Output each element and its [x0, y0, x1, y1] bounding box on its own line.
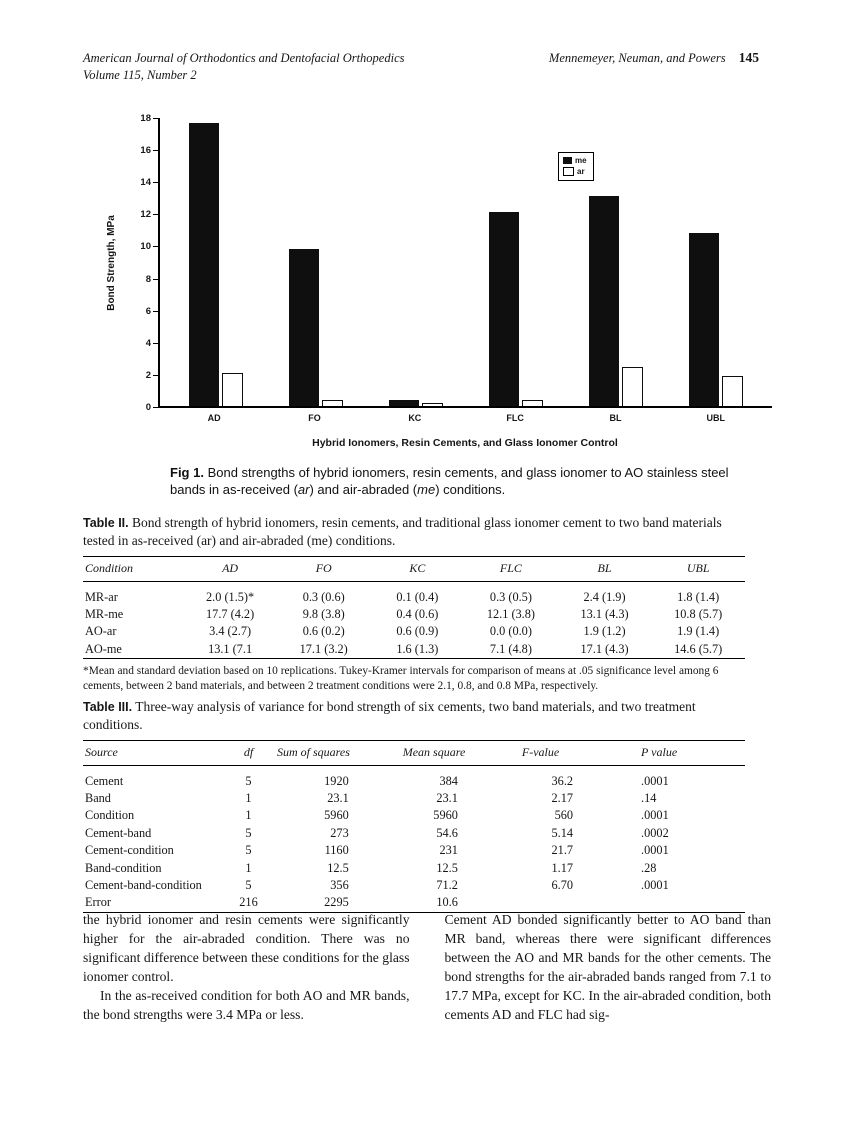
- table-3-title-text: Three-way analysis of variance for bond strength of six cements, two band materials, and two treatment conditions.: [83, 699, 696, 732]
- column-header: BL: [597, 560, 612, 575]
- caption-text-2: ) and air-abraded (: [309, 482, 418, 498]
- page-header: [83, 50, 759, 83]
- x-tick-label: FO: [308, 413, 321, 423]
- column-header: df: [243, 744, 254, 759]
- y-tick-label: [140, 145, 158, 155]
- table-row: [83, 606, 745, 623]
- table-cell: MR-me: [85, 607, 124, 622]
- table-cell: MR-ar: [85, 589, 118, 604]
- legend-swatch-ar: [563, 167, 574, 176]
- table-3-title: [83, 698, 745, 733]
- table-cell: 5: [245, 773, 252, 788]
- table-3-label: Table III.: [83, 700, 133, 714]
- table-cell: 560: [554, 808, 574, 823]
- table-cell: 13.1 (4.3): [580, 607, 629, 622]
- table-cell: 3.4 (2.7): [209, 624, 252, 639]
- table-cell: 356: [330, 877, 349, 892]
- chart: [104, 112, 772, 414]
- y-tick-value: 4: [145, 338, 151, 350]
- paragraph: In the as-received condition for both AO and MR bands, the bond strengths were 3.4 MPa or less.: [83, 988, 410, 1023]
- table-cell: AO-me: [85, 641, 122, 656]
- chart-legend: [558, 152, 594, 181]
- table-cell: .14: [641, 791, 657, 806]
- bar-group-fo: [289, 249, 343, 406]
- column-header: FLC: [499, 560, 522, 575]
- text-column-left: [83, 910, 410, 1024]
- column-header: F-value: [521, 744, 560, 759]
- table-cell: 9.8 (3.8): [302, 607, 345, 622]
- table-header-row: [83, 556, 745, 581]
- column-header: UBL: [686, 560, 710, 575]
- table-cell: Cement-condition: [85, 843, 174, 858]
- table-cell: 5: [245, 877, 252, 892]
- bar-me-fo: [289, 249, 319, 406]
- table-cell: 1: [245, 860, 252, 875]
- y-tick-label: [146, 403, 158, 413]
- plot-area: [158, 118, 772, 408]
- x-tick-label: UBL: [706, 413, 726, 423]
- y-tick-label: [146, 339, 158, 349]
- legend-label: ar: [577, 167, 585, 176]
- column-header: Mean square: [402, 744, 466, 759]
- table-cell: .0001: [641, 877, 669, 892]
- bar-ar-kc: [422, 403, 443, 406]
- table-cell: 5960: [433, 808, 458, 823]
- table-row: [83, 623, 745, 640]
- table-cell: Cement-band-condition: [85, 877, 202, 892]
- bar-me-ad: [189, 123, 219, 406]
- y-tick-value: 8: [145, 273, 151, 285]
- page-number: 145: [738, 50, 759, 65]
- y-tick-value: 16: [140, 144, 151, 156]
- table-cell: 2.0 (1.5)*: [206, 589, 255, 604]
- paragraph: Cement AD bonded significantly better to AO band than MR band, whereas there were significant differences between the AO and MR bands for the other cements. The bond strengths for the air-abraded bands ranged from 7.1 to 17.7 MPa, except for KC. In the air-abraded condition, both cements AD and FLC had sig-: [444, 912, 771, 1023]
- table-cell: 384: [439, 773, 458, 788]
- y-tick-label: [140, 210, 158, 220]
- y-tick-label: [140, 113, 158, 123]
- table-cell: 0.6 (0.9): [396, 624, 439, 639]
- y-tick-label: [140, 242, 158, 252]
- figure-1: [104, 112, 772, 449]
- table-cell: 2295: [324, 895, 349, 910]
- y-tick-label: [146, 371, 158, 381]
- table-cell: 71.2: [436, 877, 458, 892]
- table-cell: 5: [245, 825, 252, 840]
- table-2-title-text: Bond strength of hybrid ionomers, resin cements, and traditional glass ionomer cement to two band materials tested in as-received (ar) and air-abraded (me) conditions.: [83, 515, 722, 548]
- table-2-label: Table II.: [83, 516, 129, 530]
- table-cell: 0.3 (0.5): [489, 589, 532, 604]
- table-row: [83, 825, 745, 842]
- table-2-footnote: *Mean and standard deviation based on 10 replications. Tukey-Kramer intervals for comparison of means at .05 significance level among 6 cements, between 2 band materials, and between 2 treatment conditions were 2.1, 0.8, and 0.8 MPa, respectively.: [83, 665, 719, 693]
- column-header: FO: [315, 560, 332, 575]
- table-cell: 0.0 (0.0): [489, 624, 532, 639]
- table-cell: 5: [245, 843, 252, 858]
- table-cell: 10.8 (5.7): [674, 607, 723, 622]
- legend-swatch-me: [563, 157, 572, 164]
- table-2-block: [83, 514, 745, 694]
- caption-text-1: Bond strengths of hybrid ionomers, resin cements, and glass ionomer to AO stainless steel bands in as-received (: [170, 465, 729, 498]
- table-row: [83, 860, 745, 877]
- column-header: P value: [641, 744, 678, 759]
- x-tick-label: BL: [609, 413, 622, 423]
- table-cell: AO-ar: [85, 624, 117, 639]
- table-row: [83, 790, 745, 807]
- table-cell: 1160: [324, 843, 349, 858]
- y-tick-value: 18: [140, 112, 151, 124]
- table-cell: 1920: [324, 773, 349, 788]
- x-tick-label: AD: [207, 413, 221, 423]
- bar-ar-ad: [222, 373, 243, 406]
- x-tick-label: FLC: [506, 413, 524, 423]
- bar-me-flc: [489, 212, 519, 406]
- table-cell: 216: [239, 895, 258, 910]
- caption-italic-ar: ar: [297, 482, 310, 498]
- table-cell: Band-condition: [85, 860, 162, 875]
- table-2: [83, 556, 745, 659]
- table-header-row: [83, 740, 745, 765]
- table-2-title: [83, 514, 745, 549]
- y-tick-label: [146, 274, 158, 284]
- table-cell: 36.2: [551, 773, 574, 788]
- running-head: [549, 50, 759, 83]
- table-row: [83, 877, 745, 894]
- table-row: [83, 581, 745, 606]
- table-cell: 17.1 (4.3): [580, 641, 629, 656]
- table-cell: .0001: [641, 773, 669, 788]
- table-cell: 1: [245, 808, 252, 823]
- bar-me-ubl: [689, 233, 719, 406]
- table-cell: 17.7 (4.2): [206, 607, 255, 622]
- bar-ar-flc: [522, 400, 543, 406]
- table-cell: Cement-band: [85, 825, 152, 840]
- table-cell: 5.14: [551, 825, 574, 840]
- table-row: [83, 641, 745, 659]
- bar-ar-bl: [622, 367, 643, 406]
- table-cell: 0.4 (0.6): [396, 607, 439, 622]
- journal-info: [83, 50, 405, 83]
- bar-ar-ubl: [722, 376, 743, 406]
- bar-me-bl: [589, 196, 619, 406]
- caption-italic-me: me: [417, 482, 436, 498]
- column-header: Sum of squares: [276, 744, 350, 759]
- bar-group-flc: [489, 212, 543, 406]
- table-cell: 0.1 (0.4): [396, 589, 439, 604]
- table-row: [83, 842, 745, 859]
- table-cell: Error: [85, 895, 111, 910]
- y-tick-value: 10: [140, 241, 151, 253]
- table-cell: .0001: [641, 843, 669, 858]
- y-tick-value: 6: [145, 305, 151, 317]
- table-cell: 17.1 (3.2): [299, 641, 348, 656]
- table-cell: 7.1 (4.8): [489, 641, 532, 656]
- table-cell: 0.3 (0.6): [302, 589, 345, 604]
- x-axis-title: Hybrid Ionomers, Resin Cements, and Glass Ionomer Control: [312, 437, 618, 449]
- y-tick-label: [146, 306, 158, 316]
- table-cell: 0.6 (0.2): [302, 624, 345, 639]
- y-tick-value: 0: [145, 402, 151, 414]
- table-cell: .0002: [641, 825, 669, 840]
- bar-group-kc: [389, 400, 443, 406]
- bar-ar-fo: [322, 400, 343, 406]
- table-cell: 14.6 (5.7): [674, 641, 723, 656]
- table-cell: 1.6 (1.3): [396, 641, 439, 656]
- table-cell: Band: [85, 791, 111, 806]
- legend-label: me: [575, 156, 587, 165]
- body-text: [83, 910, 771, 1024]
- figure-label: Fig 1.: [170, 465, 204, 480]
- table-cell: Condition: [85, 808, 135, 823]
- table-cell: Cement: [85, 773, 124, 788]
- table-cell: 6.70: [551, 877, 574, 892]
- x-tick-label: KC: [408, 413, 422, 423]
- legend-item-me: [563, 156, 587, 165]
- y-tick-value: 14: [140, 176, 151, 188]
- table-row: [83, 765, 745, 790]
- table-cell: 2.4 (1.9): [583, 589, 626, 604]
- text-column-right: [445, 910, 772, 1024]
- table-cell: 1.8 (1.4): [677, 589, 720, 604]
- journal-volume: Volume 115, Number 2: [83, 67, 197, 82]
- table-cell: 231: [439, 843, 458, 858]
- table-cell: 12.1 (3.8): [486, 607, 535, 622]
- bar-group-ubl: [689, 233, 743, 406]
- authors: Mennemeyer, Neuman, and Powers: [548, 51, 726, 65]
- table-cell: 12.5: [436, 860, 458, 875]
- bar-group-ad: [189, 123, 243, 406]
- figure-caption: [170, 464, 744, 498]
- table-cell: 23.1: [327, 791, 349, 806]
- journal-name: American Journal of Orthodontics and Dentofacial Orthopedics: [83, 51, 405, 65]
- table-cell: 12.5: [327, 860, 349, 875]
- column-header: Condition: [85, 560, 134, 575]
- table-cell: 21.7: [551, 843, 574, 858]
- y-tick-value: 12: [140, 209, 151, 221]
- table-cell: 273: [330, 825, 349, 840]
- bar-me-kc: [389, 400, 419, 406]
- y-axis-ticks: [122, 113, 158, 413]
- legend-item-ar: [563, 167, 587, 176]
- table-cell: 1: [245, 791, 252, 806]
- x-axis-labels: [158, 413, 772, 423]
- paragraph: the hybrid ionomer and resin cements were significantly higher for the air-abraded condition. There was no significant difference between these conditions for the glass ionomer control.: [83, 912, 410, 985]
- y-tick-label: [140, 177, 158, 187]
- table-cell: .28: [641, 860, 657, 875]
- table-cell: .0001: [641, 808, 669, 823]
- table-cell: 1.9 (1.4): [677, 624, 720, 639]
- table-cell: 13.1 (7.1: [208, 641, 253, 656]
- column-header: KC: [409, 560, 426, 575]
- table-3: [83, 740, 745, 913]
- table-cell: 1.9 (1.2): [583, 624, 626, 639]
- table-cell: 2.17: [551, 791, 574, 806]
- table-3-block: [83, 698, 745, 913]
- column-header: Source: [85, 744, 118, 759]
- y-tick-value: 2: [145, 370, 151, 382]
- column-header: AD: [222, 560, 239, 575]
- table-cell: 23.1: [436, 791, 458, 806]
- table-row: [83, 807, 745, 824]
- y-axis-title: Bond Strength, MPa: [106, 215, 117, 311]
- table-cell: 54.6: [436, 825, 458, 840]
- caption-text-3: ) conditions.: [435, 482, 506, 498]
- table-cell: 1.17: [551, 860, 574, 875]
- bar-group-bl: [589, 196, 643, 406]
- table-cell: 5960: [324, 808, 349, 823]
- table-cell: 10.6: [436, 895, 458, 910]
